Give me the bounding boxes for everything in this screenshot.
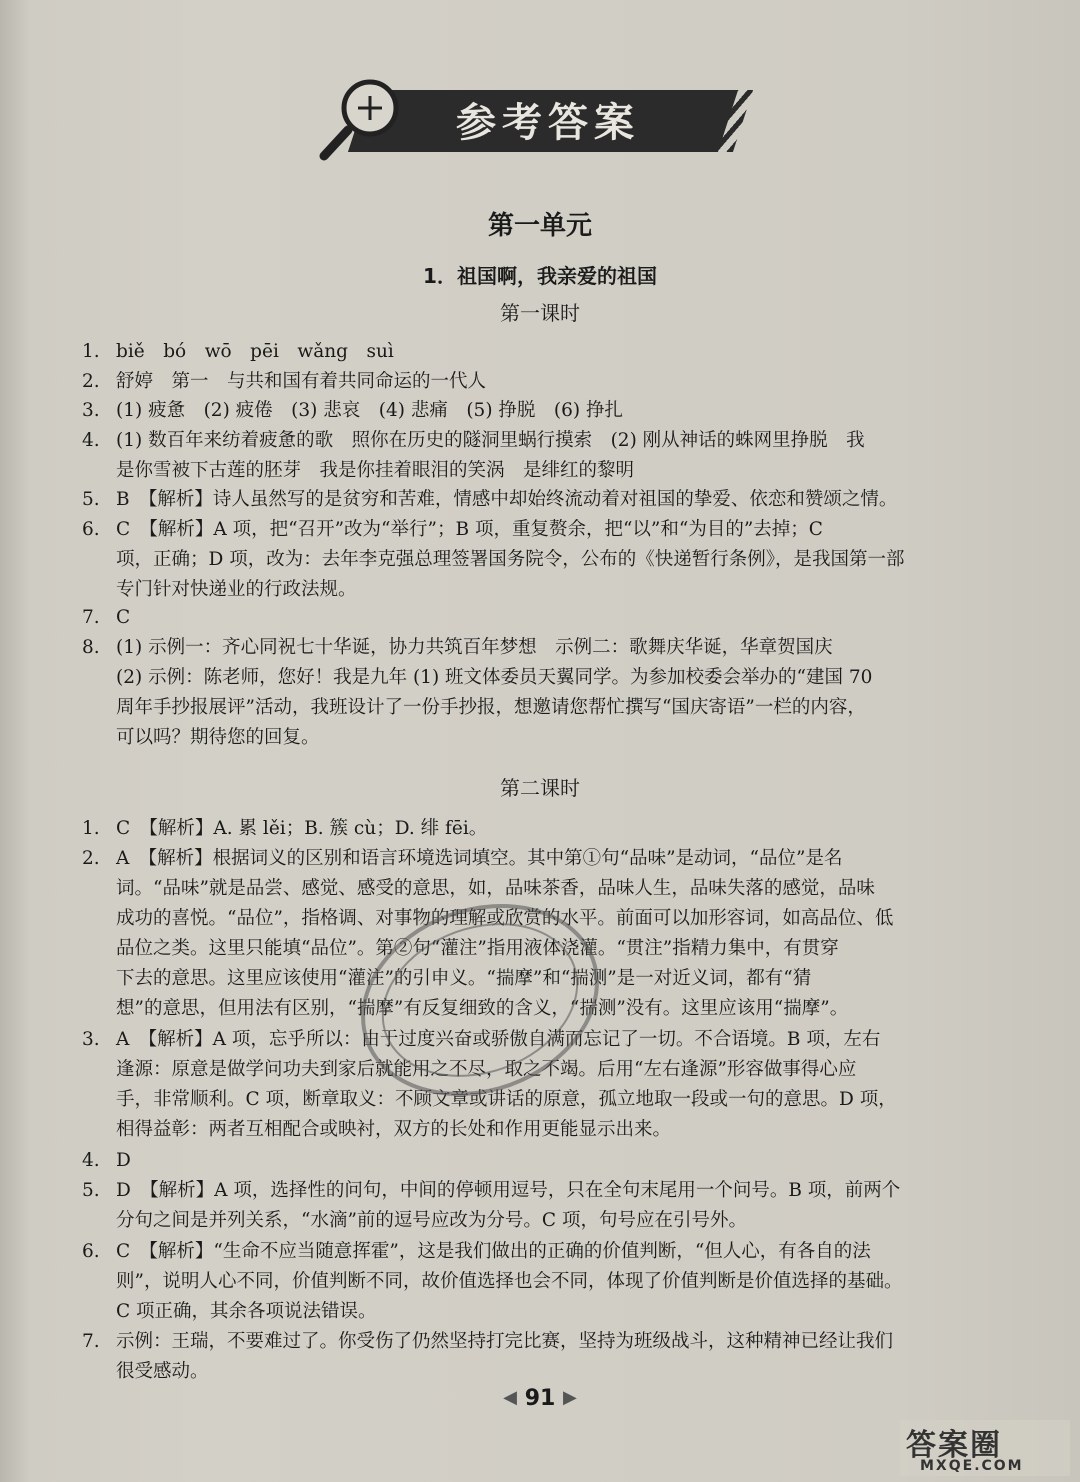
stamp-watermark xyxy=(330,860,630,1160)
answer-text: 相得益彰：两者互相配合或映衬，双方的长处和作用更能显示出来。 xyxy=(116,1119,672,1141)
answer-line xyxy=(82,603,1002,633)
answer-line xyxy=(82,426,1002,456)
answer-line xyxy=(82,1237,1002,1267)
answer-text: C 【解析】A. 累 lěi；B. 簇 cù；D. 绯 fēi。 xyxy=(116,818,488,839)
answer-text: C 【解析】A 项，把“召开”改为“举行”；B 项，重复赘余，把“以”和“为目的”去掉；C xyxy=(116,518,823,540)
answer-text: D 【解析】A 项，选择性的问句，中间的停顿用逗号，只在全句末尾用一个问号。B 项，前两个 xyxy=(116,1180,901,1202)
answer-text: 手，非常顺利。C 项，断章取义：不顾文章或讲话的原意，孤立地取一段或一句的意思。D 项， xyxy=(116,1089,897,1111)
answer-line xyxy=(82,1297,1002,1327)
answer-number: 5. xyxy=(82,489,100,510)
answer-line xyxy=(82,515,1002,545)
answer-item xyxy=(82,367,1002,397)
lesson-title: 1．祖国啊，我亲爱的祖国 xyxy=(423,264,657,288)
answer-line xyxy=(82,575,1002,605)
answer-text: 分句之间是并列关系，“水滴”前的逗号应改为分号。C 项，句号应在引号外。 xyxy=(116,1210,747,1232)
answer-line xyxy=(82,814,1002,844)
period-2-title: 第二课时 xyxy=(500,776,580,800)
answer-line xyxy=(82,1357,1002,1387)
answer-line xyxy=(82,456,1002,486)
answer-text: 想”的意思，但用法有区别，“揣摩”有反复细致的含义，“揣测”没有。这里应该用“揣摩”。 xyxy=(116,998,849,1020)
answer-number: 5. xyxy=(82,1180,100,1202)
answer-text: 周年手抄报展评”活动，我班设计了一份手抄报，想邀请您帮忙撰写“国庆寄语”一栏的内容， xyxy=(116,697,866,718)
answer-line xyxy=(82,693,1002,723)
answer-line xyxy=(82,1327,1002,1357)
corner-logo xyxy=(900,1420,1070,1476)
answer-line xyxy=(82,1206,1002,1236)
answer-line xyxy=(82,1267,1002,1297)
answer-number: 3. xyxy=(82,400,100,422)
answer-text: 很受感动。 xyxy=(116,1361,209,1383)
answer-text: C 项正确，其余各项说法错误。 xyxy=(116,1300,377,1322)
answer-line xyxy=(82,545,1002,575)
answer-line xyxy=(82,367,1002,397)
answer-item xyxy=(82,814,1002,844)
answer-line xyxy=(82,396,1002,426)
answer-item xyxy=(82,633,1002,753)
answer-text: C xyxy=(116,607,131,629)
answer-text: 下去的意思。这里应该使用“灌注”的引申义。“揣摩”和“揣测”是一对近义词，都有“猜 xyxy=(116,968,812,990)
answer-line xyxy=(82,633,1002,663)
answer-line xyxy=(82,663,1002,693)
banner-title: 参考答案 xyxy=(456,100,640,146)
answer-item xyxy=(82,1237,1002,1327)
answer-number: 6. xyxy=(82,1240,100,1262)
answer-text: (1) 疲惫 (2) 疲倦 (3) 悲哀 (4) 悲痛 (5) 挣脱 (6) 挣扎 xyxy=(116,400,624,422)
answer-text: 可以吗？期待您的回复。 xyxy=(116,727,320,748)
answer-line xyxy=(82,485,1002,515)
page-number: 91 xyxy=(524,1386,556,1411)
answer-text: 成功的喜悦。“品位”，指格调、对事物的理解或欣赏的水平。前面可以加形容词，如高品位、低 xyxy=(116,908,894,930)
answer-number: 4. xyxy=(82,1150,100,1172)
answer-number: 7. xyxy=(82,607,100,629)
answer-text: 示例：王瑞，不要难过了。你受伤了仍然坚持打完比赛，坚持为班级战斗，这种精神已经让我们 xyxy=(116,1331,894,1353)
next-arrow-icon: ▶ xyxy=(562,1387,577,1408)
unit-title: 第一单元 xyxy=(487,211,592,241)
answer-text: 舒婷 第一 与共和国有着共同命运的一代人 xyxy=(116,370,487,392)
answer-text: A 【解析】根据词义的区别和语言环境选词填空。其中第①句“品味”是动词，“品位”是名 xyxy=(116,848,843,870)
answer-item xyxy=(82,603,1002,633)
answer-line xyxy=(82,337,1002,367)
corner-logo-text: 答案圈 xyxy=(906,1428,1002,1463)
answer-item xyxy=(82,1176,1002,1236)
answer-text: D xyxy=(116,1150,131,1172)
answer-item xyxy=(82,396,1002,426)
answer-number: 7. xyxy=(82,1331,100,1353)
corner-logo-url: MXQE.COM xyxy=(920,1458,1024,1474)
answer-text: 词。“品味”就是品尝、感觉、感受的意思，如，品味茶香，品味人生，品味失落的感觉，品味 xyxy=(116,878,875,900)
answer-text: biě bó wō pēi wǎng suì xyxy=(116,341,394,362)
answer-number: 6. xyxy=(82,518,100,540)
answer-number: 4. xyxy=(82,429,100,451)
answer-text: A 【解析】A 项，忘乎所以：由于过度兴奋或骄傲自满而忘记了一切。不合语境。B 项，左右 xyxy=(116,1029,881,1051)
answer-text: 专门针对快递业的行政法规。 xyxy=(116,578,357,600)
answer-number: 2. xyxy=(82,848,100,870)
answer-text: 项，正确；D 项，改为：去年李克强总理签署国务院令，公布的《快递暂行条例》，是我国第一部 xyxy=(116,548,905,570)
period-1-title: 第一课时 xyxy=(500,301,580,325)
magnifier-plus-icon xyxy=(318,78,418,168)
answer-number: 1. xyxy=(82,341,100,362)
answer-text: (1) 示例一：齐心同祝七十华诞，协力共筑百年梦想 示例二：歌舞庆华诞，华章贺国庆 xyxy=(116,637,833,658)
answer-text: 逢源：原意是做学问功夫到家后就能用之不尽，取之不竭。后用“左右逢源”形容做事得心应 xyxy=(116,1059,857,1081)
answer-number: 3. xyxy=(82,1029,100,1051)
answer-item xyxy=(82,515,1002,605)
answer-number: 8. xyxy=(82,637,100,658)
answer-line xyxy=(82,1176,1002,1206)
answer-text: B 【解析】诗人虽然写的是贫穷和苦难，情感中却始终流动着对祖国的挚爱、依恋和赞颂之情。 xyxy=(116,489,898,510)
page-footer xyxy=(0,1386,1080,1411)
answer-text: 品位之类。这里只能填“品位”。第②句“灌注”指用液体浇灌。“贯注”指精力集中，有贯穿 xyxy=(116,938,839,960)
prev-arrow-icon: ◀ xyxy=(503,1387,518,1408)
answer-item xyxy=(82,337,1002,367)
answer-item xyxy=(82,1327,1002,1387)
answer-number: 2. xyxy=(82,370,100,392)
answer-text: 则”，说明人心不同，价值判断不同，故价值选择也会不同，体现了价值判断是价值选择的基础。 xyxy=(116,1270,903,1292)
answer-banner xyxy=(318,78,738,168)
answer-text: 是你雪被下古莲的胚芽 我是你挂着眼泪的笑涡 是绯红的黎明 xyxy=(116,459,635,481)
answer-line xyxy=(82,723,1002,753)
answer-text: (1) 数百年来纺着疲惫的歌 照你在历史的隧洞里蜗行摸索 (2) 刚从神话的蛛网里挣脱 我 xyxy=(116,429,865,451)
answer-text: (2) 示例：陈老师，您好！我是九年 (1) 班文体委员天翼同学。为参加校委会举办的“建国 70 xyxy=(116,667,873,688)
answer-text: C 【解析】“生命不应当随意挥霍”，这是我们做出的正确的价值判断，“但人心，有各自的法 xyxy=(116,1240,871,1262)
answer-item xyxy=(82,485,1002,515)
answer-item xyxy=(82,426,1002,486)
answer-number: 1. xyxy=(82,818,100,839)
